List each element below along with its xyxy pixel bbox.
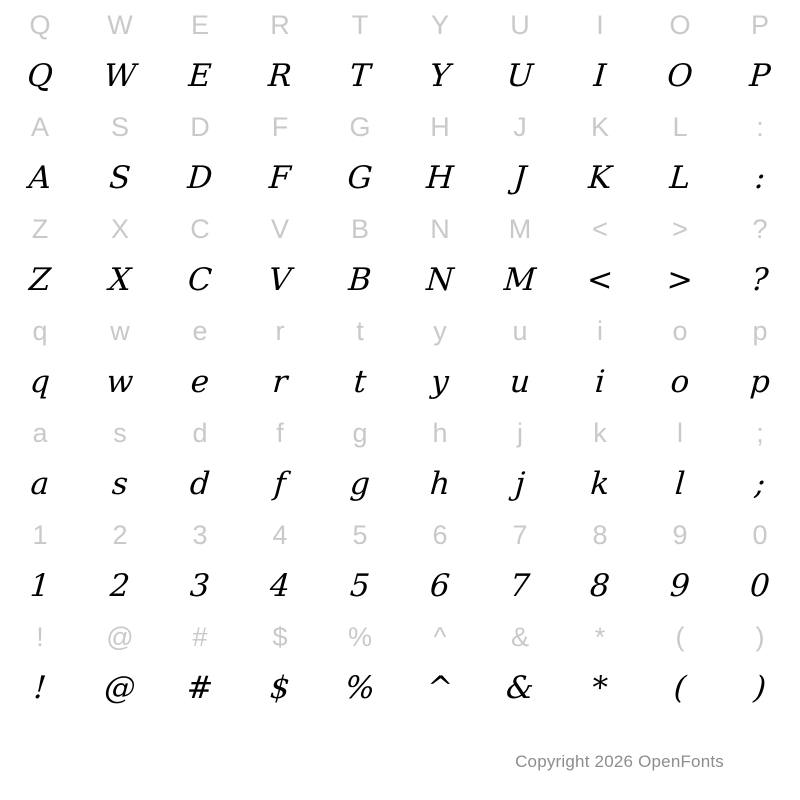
sample-row [0,356,800,408]
reference-row [0,612,800,662]
reference-glyph: 2 [112,520,128,550]
reference-glyph: 8 [592,520,608,550]
reference-glyph: ) [755,622,765,652]
reference-glyph: 5 [352,520,368,550]
sample-glyph: a [29,466,51,502]
sample-row [0,254,800,306]
sample-glyph: u [508,364,532,400]
reference-glyph: @ [106,622,134,652]
sample-row [0,152,800,204]
sample-glyph: V [267,262,293,298]
reference-glyph: W [107,10,133,40]
sample-glyph: 8 [588,568,612,604]
sample-glyph: e [189,364,211,400]
reference-glyph: & [510,622,529,652]
reference-row [0,102,800,152]
sample-glyph: T [348,58,372,94]
reference-glyph: R [270,10,290,40]
reference-glyph: j [517,418,523,448]
sample-glyph: I [592,58,608,94]
sample-glyph: * [590,670,610,706]
reference-glyph: 9 [672,520,688,550]
reference-glyph: * [594,622,606,652]
reference-glyph: V [270,214,289,244]
reference-glyph: $ [272,622,288,652]
reference-glyph: E [190,10,209,40]
sample-glyph: A [27,160,53,196]
reference-glyph: H [430,112,450,142]
reference-glyph: 1 [32,520,48,550]
reference-row [0,306,800,356]
reference-glyph: A [30,112,49,142]
reference-glyph: 7 [512,520,528,550]
sample-glyph: C [186,262,214,298]
sample-glyph: Y [428,58,452,94]
reference-glyph: G [349,112,371,142]
reference-row [0,510,800,560]
sample-glyph: 7 [508,568,532,604]
sample-glyph: M [502,262,538,298]
sample-glyph: j [513,466,527,502]
reference-glyph: 4 [272,520,288,550]
reference-glyph: q [32,316,48,346]
reference-glyph: Z [31,214,49,244]
reference-glyph: N [430,214,450,244]
sample-glyph: o [669,364,691,400]
sample-row [0,50,800,102]
sample-glyph: 1 [28,568,52,604]
sample-glyph: O [666,58,694,94]
reference-glyph: X [110,214,129,244]
reference-glyph: % [347,622,372,652]
reference-glyph: O [669,10,691,40]
sample-glyph: S [108,160,132,196]
sample-glyph: P [748,58,772,94]
sample-glyph: & [504,670,536,706]
sample-glyph: s [110,466,130,502]
sample-glyph: 6 [428,568,452,604]
sample-glyph: i [593,364,607,400]
reference-glyph: K [590,112,609,142]
reference-glyph: : [756,112,764,142]
sample-glyph: g [348,466,372,502]
reference-glyph: p [752,316,768,346]
reference-glyph: o [672,316,688,346]
reference-glyph: J [513,112,527,142]
sample-glyph: $ [268,670,292,706]
sample-glyph: Z [27,262,53,298]
sample-glyph: p [748,364,772,400]
sample-glyph: ^ [425,670,455,706]
reference-glyph: 3 [192,520,208,550]
sample-glyph: R [267,58,293,94]
reference-glyph: e [192,316,208,346]
sample-glyph: X [107,262,133,298]
reference-glyph: P [750,10,769,40]
sample-glyph: h [428,466,452,502]
reference-glyph: B [350,214,369,244]
sample-glyph: t [352,364,368,400]
reference-glyph: k [593,418,607,448]
sample-row [0,662,800,714]
sample-glyph: G [346,160,374,196]
sample-glyph: D [186,160,214,196]
sample-glyph: w [105,364,135,400]
sample-row [0,458,800,510]
reference-glyph: g [352,418,368,448]
reference-glyph: D [190,112,210,142]
reference-glyph: < [592,214,608,244]
reference-glyph: ( [675,622,685,652]
sample-glyph: d [188,466,212,502]
sample-glyph: ) [752,670,768,706]
reference-glyph: f [276,418,284,448]
reference-glyph: ? [752,214,768,244]
sample-glyph: f [272,466,287,502]
reference-glyph: T [351,10,369,40]
sample-glyph: ; [753,466,767,502]
sample-glyph: < [585,262,615,298]
reference-glyph: w [110,316,130,346]
sample-glyph: W [102,58,138,94]
reference-glyph: t [356,316,364,346]
sample-glyph: H [425,160,455,196]
sample-glyph: U [505,58,535,94]
reference-glyph: U [510,10,530,40]
sample-glyph: B [347,262,373,298]
reference-glyph: s [113,418,127,448]
reference-glyph: u [512,316,528,346]
sample-glyph: r [271,364,289,400]
sample-glyph: ? [750,262,770,298]
reference-glyph: M [508,214,532,244]
sample-glyph: J [512,160,528,196]
reference-row [0,0,800,50]
sample-glyph: L [668,160,692,196]
reference-glyph: i [597,316,603,346]
reference-glyph: Y [430,10,449,40]
sample-glyph: F [267,160,293,196]
reference-glyph: Q [29,10,51,40]
reference-glyph: I [596,10,604,40]
reference-glyph: 6 [432,520,448,550]
reference-glyph: d [192,418,208,448]
reference-glyph: L [672,112,688,142]
sample-glyph: k [589,466,611,502]
sample-glyph: 4 [268,568,292,604]
sample-glyph: N [425,262,455,298]
reference-glyph: h [432,418,448,448]
reference-glyph: l [677,418,683,448]
sample-glyph: l [673,466,687,502]
sample-glyph: ! [32,670,48,706]
sample-glyph: K [587,160,613,196]
sample-glyph: E [187,58,213,94]
reference-row [0,204,800,254]
reference-glyph: S [110,112,129,142]
sample-glyph: Q [26,58,54,94]
reference-glyph: r [275,316,285,346]
sample-glyph: 0 [748,568,772,604]
sample-glyph: # [185,670,215,706]
reference-glyph: C [190,214,210,244]
reference-glyph: a [32,418,48,448]
sample-row [0,560,800,612]
reference-glyph: # [192,622,208,652]
reference-glyph: y [433,316,447,346]
reference-row [0,408,800,458]
reference-glyph: ; [756,418,764,448]
sample-glyph: % [344,670,376,706]
sample-glyph: y [429,364,451,400]
reference-glyph: > [672,214,688,244]
sample-glyph: q [28,364,52,400]
sample-glyph: 2 [108,568,132,604]
reference-glyph: ^ [433,622,447,652]
sample-glyph: 9 [668,568,692,604]
copyright-notice: Copyright 2026 OpenFonts [515,752,724,771]
sample-glyph: > [665,262,695,298]
reference-glyph: F [271,112,289,142]
reference-glyph: 0 [752,520,768,550]
sample-glyph: : [753,160,767,196]
sample-glyph: 5 [348,568,372,604]
sample-glyph: 3 [188,568,212,604]
sample-glyph: ( [672,670,688,706]
sample-glyph: @ [103,670,137,706]
reference-glyph: ! [36,622,44,652]
